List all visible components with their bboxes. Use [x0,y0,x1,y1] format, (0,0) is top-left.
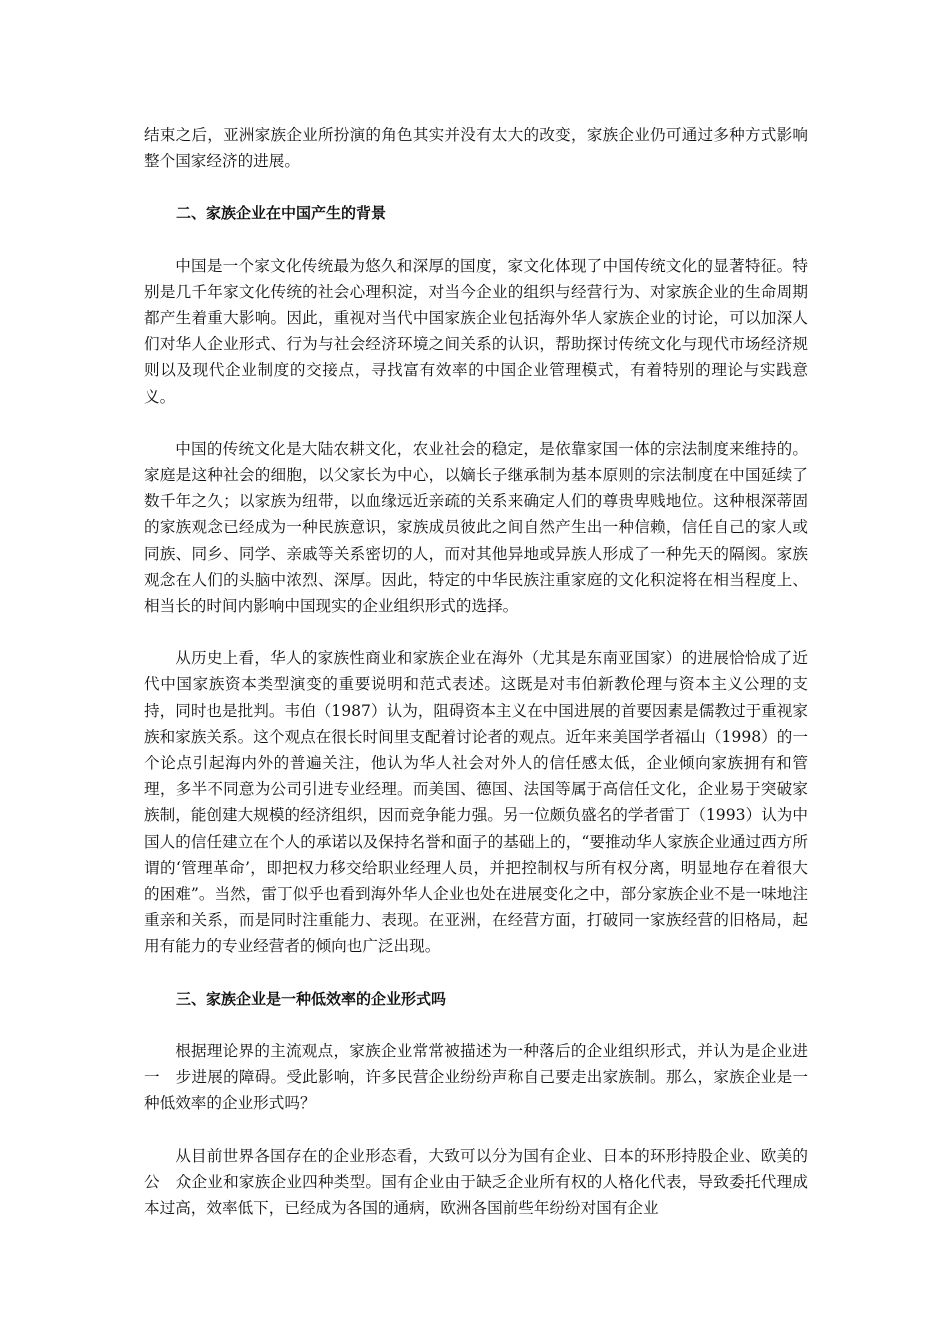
document-page [144,122,808,1221]
spacer [144,174,808,200]
paragraph: 从历史上看，华人的家族性商业和家族企业在海外（尤其是东南亚国家）的进展恰恰成了近代中国家族资本类型演变的重要说明和范式表述。这既是对韦伯新教伦理与资本主义公理的支持，同时也是批判。韦伯（1987）认为，阻碍资本主义在中国进展的首要因素是儒教过于重视家族和家族关系。这个观点在很长时间里支配着讨论者的观点。近年来美国学者福山（1998）的一个论点引起海内外的普遍关注，他认为华人社会对外人的信任感太低，企业倾向家族拥有和管理，多半不同意为公司引进专业经理。而美国、德国、法国等属于高信任文化，企业易于突破家族制，能创建大规模的经济组织，因而竞争能力强。另一位颇负盛名的学者雷丁（1993）认为中国人的信任建立在个人的承诺以及保持名誉和面子的基础上的，“要推动华人家族企业通过西方所谓的‘管理革命’，即把权力移交给职业经理人员，并把控制权与所有权分离，明显地存在着很大的困难”。当然，雷丁似乎也看到海外华人企业也处在进展变化之中，部分家族企业不是一味地注重亲和关系，而是同时注重能力、表现。在亚洲，在经营方面，打破同一家族经营的旧格局，起用有能力的专业经营者的倾向也广泛出现。 [144,649,808,956]
paragraph: 中国是一个家文化传统最为悠久和深厚的国度，家文化体现了中国传统文化的显著特征。特别是几千年家文化传统的社会心理积淀，对当今企业的组织与经营行为、对家族企业的生命周期都产生着重大影响。因此，重视对当代中国家族企业包括海外华人家族企业的讨论，可以加深人们对华人企业形式、行为与社会经济环境之间关系的认识，帮助探讨传统文化与现代市场经济规则以及现代企业制度的交接点，寻找富有效率的中国企业管理模式，有着特别的理论与实践意义。 [144,256,808,406]
paragraph-intro: 结束之后，亚洲家族企业所扮演的角色其实并没有太大的改变，家族企业仍可通过多种方式影响整个国家经济的进展。 [144,126,808,171]
paragraph: 根据理论界的主流观点，家族企业常常被描述为一种落后的企业组织形式，并认为是企业进一 步进展的障碍。受此影响，许多民营企业纷纷声称自己要走出家族制。那么，家族企业是一种低效率的企业形式吗？ [144,1041,808,1113]
spacer [144,1012,808,1038]
spacer [144,227,808,253]
spacer [144,960,808,986]
paragraph: 中国的传统文化是大陆农耕文化，农业社会的稳定，是依靠家国一体的宗法制度来维持的。家庭是这种社会的细胞，以父家长为中心，以嫡长子继承制为基本原则的宗法制度在中国延续了数千年之久；以家族为纽带，以血缘远近亲疏的关系来确定人们的尊贵卑贱地位。这种根深蒂固的家族观念已经成为一种民族意识，家族成员彼此之间自然产生出一种信赖，信任自己的家人或同族、同乡、同学、亲戚等关系密切的人，而对其他异地或异族人形成了一种先天的隔阂。家族观念在人们的头脑中浓烈、深厚。因此，特定的中华民族注重家庭的文化积淀将在相当程度上、相当长的时间内影响中国现实的企业组织形式的选择。 [144,439,808,616]
spacer [144,619,808,645]
paragraph: 从目前世界各国存在的企业形态看，大致可以分为国有企业、日本的环形持股企业、欧美的公 众企业和家族企业四种类型。国有企业由于缺乏企业所有权的人格化代表，导致委托代理成本过高，效率低下，已经成为各国的通病，欧洲各国前些年纷纷对国有企业 [144,1146,808,1217]
section-heading-3: 三、家族企业是一种低效率的企业形式吗 [176,989,447,1008]
section-heading-2: 二、家族企业在中国产生的背景 [176,204,387,223]
spacer [144,410,808,436]
spacer [144,1117,808,1143]
